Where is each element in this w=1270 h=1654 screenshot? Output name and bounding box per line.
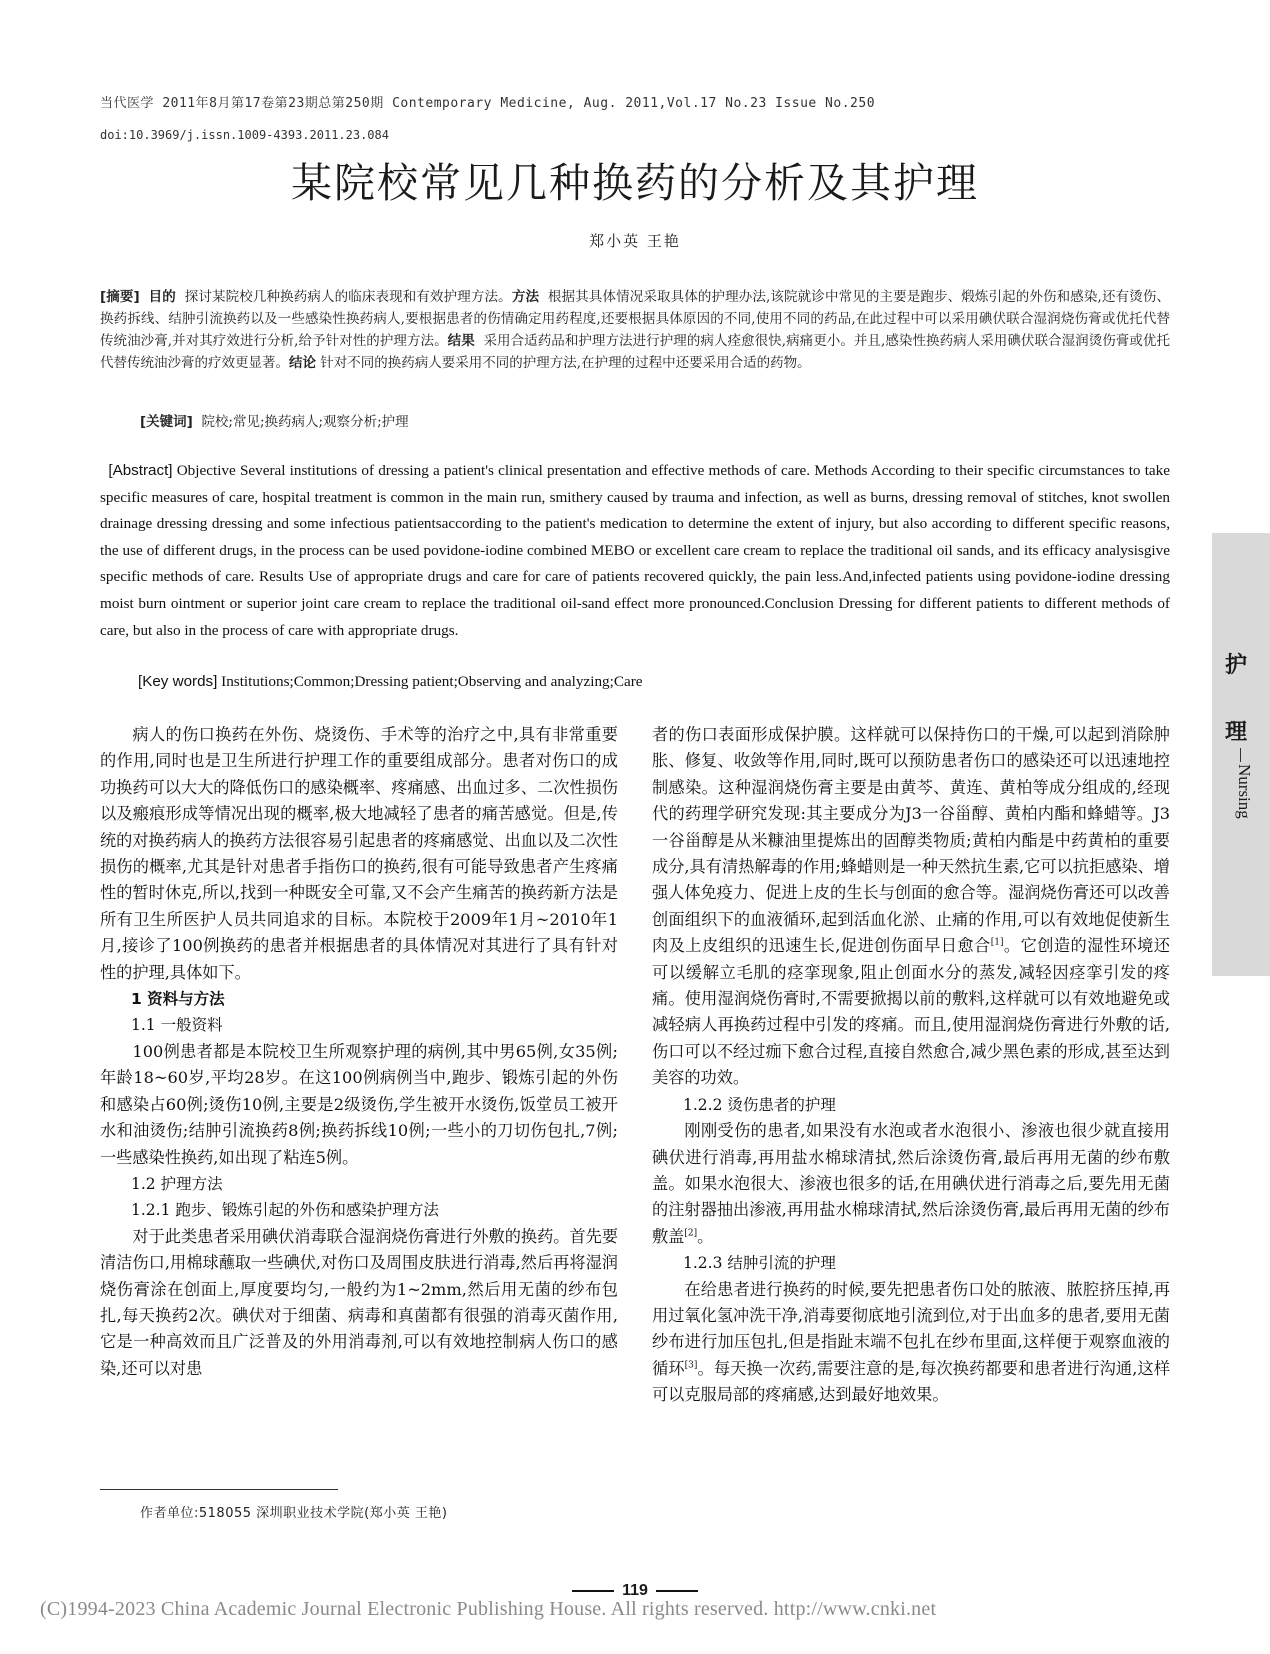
continued-paragraph (652, 722, 1170, 1092)
citation: [3] (684, 1360, 698, 1371)
method-paragraph: 对于此类患者采用碘伏消毒联合湿润烧伤膏进行外敷的换药。首先要清洁伤口,用棉球蘸取一些碘伏,对伤口及周围皮肤进行消毒,然后再将湿润烧伤膏涂在创面上,厚度要均匀,一般约为1~2mm,然后用无菌的纱布包扎,每天换药2次。碘伏对于细菌、病毒和真菌都有很强的消毒灭菌作用,它是一种高效而且广泛普及的外用消毒剂,可以有效地控制病人伤口的感染,还可以对患 (100, 1226, 619, 1378)
page-number-rule (572, 1590, 614, 1592)
section-side-tab (1212, 533, 1270, 976)
keywords-en-text: Institutions;Common;Dressing patient;Observing and analyzing;Care (221, 673, 643, 690)
english-abstract (100, 458, 1170, 644)
method-label: 方法 (511, 289, 540, 305)
citation: [2] (684, 1228, 698, 1239)
article-title: 某院校常见几种换药的分析及其护理 (291, 159, 979, 207)
body-left-column (100, 722, 618, 1382)
side-tab-english: Nursing (1235, 764, 1254, 819)
keywords-en-tag: [Key words] (138, 673, 218, 690)
conclusion-label: 结论 (289, 355, 316, 371)
abstract-tag: [摘要] (100, 289, 140, 305)
side-tab-divider (1240, 748, 1241, 762)
burn-paragraph (652, 1118, 1170, 1250)
author-list: 郑小英 王艳 (589, 232, 681, 250)
section-heading: 1 资料与方法 (131, 990, 225, 1009)
body-right-column (652, 722, 1170, 1409)
drainage-paragraph (652, 1277, 1170, 1409)
materials-paragraph: 100例患者都是本院校卫生所观察护理的病例,其中男65例,女35例;年龄18~60岁,平均28岁。在这100例病例当中,跑步、锻炼引起的外伤和感染占60例;烫伤10例,主要是2级烫伤,学生被开水烫伤,饭堂员工被开水和油烫伤;结肿引流换药8例;换药拆线10例;一些小的刀切伤包扎,7例;一些感染性换药,如出现了粘连5例。 (100, 1041, 618, 1167)
result-text: 采用合适药品和护理方法进行护理的病人痊愈很快,病痛更小。并且,感染性换药病人采用碘伏联合湿润烫伤膏或优托代替传统油沙膏的疗效更显著。 (100, 333, 1170, 371)
side-tab-char: 护 (1225, 653, 1248, 678)
paragraph-text: 。它创造的湿性环境还可以缓解立毛肌的痉挛现象,阻止创面水分的蒸发,减轻因痉挛引发的疼痛。使用湿润烧伤膏时,不需要掀揭以前的敷料,这样就可以有效地避免或减轻病人再换药过程中引发的疼痛。而且,使用湿润烧伤膏进行外敷的话,伤口可以不经过痂下愈合过程,直接自然愈合,减少黑色素的形成,甚至达到美容的功效。 (652, 936, 1170, 1088)
paragraph-text: 者的伤口表面形成保护膜。这样就可以保持伤口的干燥,可以起到消除肿胀、修复、收敛等作用,同时,既可以预防患者伤口的感染还可以迅速地控制感染。这种湿润烧伤膏主要是由黄芩、黄连、黄柏等成分组成的,经现代的药理学研究发现:其主要成分为J3一谷甾醇、黄柏内酯和蜂蜡等。J3一谷甾醇是从米糠油里提炼出的固醇类物质;黄柏内酯是中药黄柏的重要成分,具有清热解毒的作用;蜂蜡则是一种天然抗生素,它可以抗拒感染、增强人体免疫力、促进上皮的生长与创面的愈合等。湿润烧伤膏还可以改善创面组织下的血液循环,起到活血化淤、止痛的作用,可以有效地促使新生肉及上皮组织的迅速生长,促进创伤面早日愈合 (652, 725, 1170, 956)
doi-line: doi:10.3969/j.issn.1009-4393.2011.23.084 (100, 128, 389, 142)
subsubsection-heading: 1.2.2 烫伤患者的护理 (683, 1095, 836, 1114)
method-text: 根据其具体情况采取具体的护理办法,该院就诊中常见的主要是跑步、煅炼引起的外伤和感染,还有烫伤、换药拆线、结肿引流换药以及一些感染性换药病人,要根据患者的伤情确定用药程度,还要根据具体原因的不同,使用不同的药品,在此过程中可以采用碘伏联合湿润烧伤膏或优托代替传统油沙膏,并对其疗效进行分析,给予针对性的护理方法。 (100, 289, 1170, 349)
paragraph-text: 在给患者进行换药的时候,要先把患者伤口处的脓液、脓腔挤压掉,再用过氧化氢冲洗干净,消毒要彻底地引流到位,对于出血多的患者,要用无菌纱布进行加压包扎,但是指趾末端不包扎在纱布里面,这样便于观察血液的循环 (652, 1279, 1170, 1378)
subsubsection-heading: 1.2.1 跑步、锻炼引起的外伤和感染护理方法 (131, 1201, 439, 1220)
copyright-watermark: (C)1994-2023 China Academic Journal Electronic Publishing House. All rights reserved. http://www.cnki.net (40, 1598, 937, 1620)
purpose-text: 探讨某院校几种换药病人的临床表现和有效护理方法。 (184, 289, 512, 305)
abstract-en-tag: [Abstract] (108, 462, 173, 479)
page-number-rule (656, 1590, 698, 1592)
author-affiliation: 作者单位:518055 深圳职业技术学院(郑小英 王艳) (140, 1506, 448, 1521)
citation: [1] (990, 937, 1004, 948)
subsubsection-heading: 1.2.3 结肿引流的护理 (683, 1254, 836, 1273)
keywords-text: 院校;常见;换药病人;观察分析;护理 (201, 414, 409, 430)
intro-paragraph: 病人的伤口换药在外伤、烧烫伤、手术等的治疗之中,具有非常重要的作用,同时也是卫生所进行护理工作的重要组成部分。患者对伤口的成功换药可以大大的降低伤口的感染概率、疼痛感、出血过多、二次性损伤以及瘢痕形成等情况出现的概率,极大地减轻了患者的痛苦感觉。但是,传统的对换药病人的换药方法很容易引起患者的疼痛感觉、出血以及二次性损伤的概率,尤其是针对患者手指伤口的换药,很有可能导致患者产生疼痛性的暂时休克,所以,找到一种既安全可靠,又不会产生痛苦的换药新方法是所有卫生所医护人员共同追求的目标。本院校于2009年1月~2010年1月,接诊了100例换药的患者并根据患者的具体情况对其进行了具有针对性的护理,具体如下。 (100, 725, 618, 982)
english-keywords (138, 673, 643, 691)
subsection-heading: 1.2 护理方法 (131, 1174, 223, 1193)
paragraph-text: 刚刚受伤的患者,如果没有水泡或者水泡很小、渗液也很少就直接用碘伏进行消毒,再用盐水棉球清拭,然后涂烫伤膏,最后再用无菌的纱布敷盖。如果水泡很大、渗液也很多的话,在用碘伏进行消毒之后,要先用无菌的注射器抽出渗液,再用盐水棉球清拭,然后涂烫伤膏,最后再用无菌的纱布敷盖 (652, 1121, 1170, 1246)
chinese-keywords (140, 410, 409, 430)
page-number-text: 119 (622, 1582, 648, 1599)
abstract-en-text: Objective Several institutions of dressing a patient's clinical presentation and effective methods of care. Methods According to their specific circumstances to take specific measures of care, hospital treatment is common in the main run, smithery caused by trauma and infection, as well as burns, dressing removal of stitches, knot swollen drainage dressing dressing and some infectious patientsaccording to the patient's medication to determine the extent of injury, but also according to different specific reasons, the use of different drugs, in the process can be used povidone-iodine combined MEBO or excellent care cream to replace the traditional oil sands, and its efficacy analysisgive specific methods of care. Results Use of appropriate drugs and care for care of patients recovered quickly, the pain less.And,infected patients using povidone-iodine dressing moist burn ointment or superior joint care cream to replace the traditional oil-sand effect more pronounced.Conclusion Dressing for different patients to different methods of care, but also in the process of care with appropriate drugs. (100, 462, 1170, 639)
journal-header: 当代医学 2011年8月第17卷第23期总第250期 Contemporary Medicine, Aug. 2011,Vol.17 No.23 Issue No.250 (100, 96, 876, 111)
subsection-heading: 1.1 一般资料 (131, 1016, 223, 1035)
footnote-divider (100, 1489, 338, 1490)
purpose-label: 目的 (148, 289, 176, 305)
conclusion-text: 针对不同的换药病人要采用不同的护理方法,在护理的过程中还要采用合适的药物。 (320, 355, 811, 371)
result-label: 结果 (447, 333, 475, 349)
keywords-tag: [关键词] (140, 414, 193, 430)
side-tab-char: 理 (1225, 720, 1248, 745)
paragraph-text: 。 (697, 1226, 714, 1246)
paragraph-text: 。每天换一次药,需要注意的是,每次换药都要和患者进行沟通,这样可以克服局部的疼痛感,达到最好地效果。 (652, 1358, 1171, 1405)
chinese-abstract (100, 286, 1170, 374)
